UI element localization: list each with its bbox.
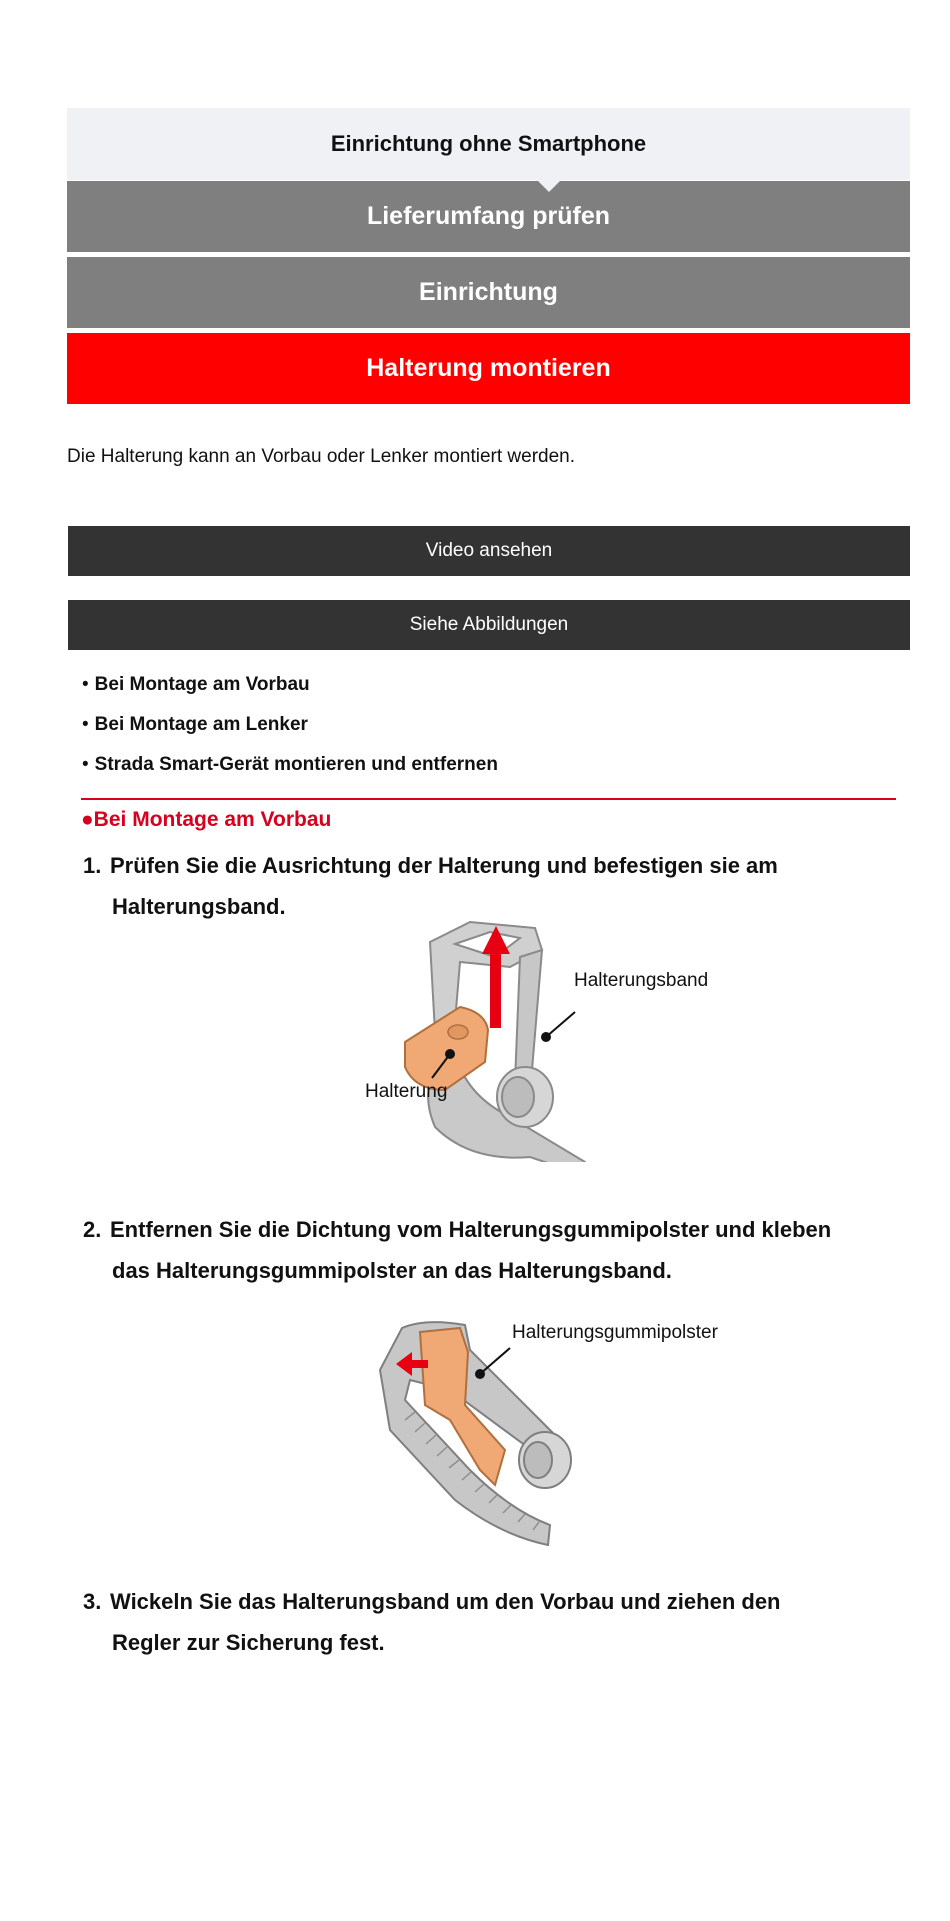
label-band: Halterungsband bbox=[574, 970, 709, 991]
callout-line bbox=[546, 1012, 575, 1037]
breadcrumb-label: Einrichtung bbox=[419, 278, 558, 306]
toc-link-label: Bei Montage am Lenker bbox=[94, 714, 308, 735]
see-figures-label: Siehe Abbildungen bbox=[409, 614, 569, 635]
bullet: • bbox=[82, 714, 89, 735]
bullet: • bbox=[82, 674, 89, 695]
step-3 bbox=[83, 1581, 893, 1663]
page-title bbox=[67, 333, 910, 404]
bullet: • bbox=[82, 754, 89, 775]
step-number: 2. bbox=[83, 1217, 102, 1242]
callout-dot bbox=[445, 1049, 455, 1059]
bracket-illustration bbox=[405, 1007, 488, 1090]
section-divider bbox=[81, 798, 896, 800]
intro-text: Die Halterung kann an Vorbau oder Lenker montiert werden. bbox=[67, 446, 576, 467]
watch-video-label: Video ansehen bbox=[425, 540, 553, 561]
toc-link-label: Bei Montage am Vorbau bbox=[94, 674, 310, 695]
section-title: ●Bei Montage am Vorbau bbox=[81, 808, 332, 831]
callout-dot bbox=[541, 1032, 551, 1042]
toc-link-attach-remove-device[interactable] bbox=[82, 754, 498, 776]
breadcrumb-title: Einrichtung ohne Smartphone bbox=[330, 131, 647, 156]
step-text-cont: das Halterungsgummipolster an das Halterungsband. bbox=[112, 1258, 672, 1283]
step-1-line1 bbox=[83, 845, 893, 886]
label-bracket: Halterung bbox=[365, 1081, 448, 1102]
breadcrumb-arrow bbox=[537, 180, 561, 192]
bracket-band-illustration bbox=[360, 912, 740, 1162]
page-title-label: Halterung montieren bbox=[366, 354, 611, 382]
watch-video-button[interactable] bbox=[68, 526, 910, 576]
toc-link-label: Strada Smart-Gerät montieren und entfernen bbox=[94, 754, 498, 775]
toc-link-stem-mount[interactable] bbox=[82, 674, 310, 696]
breadcrumb-label: Lieferumfang prüfen bbox=[366, 202, 611, 230]
step-text-cont: Halterungsband. bbox=[112, 894, 286, 919]
breadcrumb-setup-without-smartphone bbox=[67, 108, 910, 180]
callout-line bbox=[480, 1348, 510, 1374]
step-2-line1 bbox=[83, 1209, 893, 1250]
step-number: 3. bbox=[83, 1589, 102, 1614]
step-number: 1. bbox=[83, 853, 102, 878]
rubber-pad-illustration bbox=[370, 1310, 760, 1546]
callout-dot bbox=[475, 1369, 485, 1379]
step-text: Entfernen Sie die Dichtung vom Halterungsgummipolster und kleben bbox=[110, 1217, 832, 1242]
label-rubber-pad: Halterungsgummipolster bbox=[512, 1322, 718, 1343]
step-2 bbox=[83, 1209, 893, 1291]
step-3-line1 bbox=[83, 1581, 893, 1622]
breadcrumb-setup bbox=[67, 257, 910, 328]
step-text: Wickeln Sie das Halterungsband um den Vorbau und ziehen den bbox=[110, 1589, 781, 1614]
see-figures-button[interactable] bbox=[68, 600, 910, 650]
step-text-cont: Regler zur Sicherung fest. bbox=[112, 1630, 385, 1655]
breadcrumb-check-contents bbox=[67, 181, 910, 252]
step-text: Prüfen Sie die Ausrichtung der Halterung und befestigen sie am bbox=[110, 853, 778, 878]
toc-link-handlebar-mount[interactable] bbox=[82, 714, 308, 736]
